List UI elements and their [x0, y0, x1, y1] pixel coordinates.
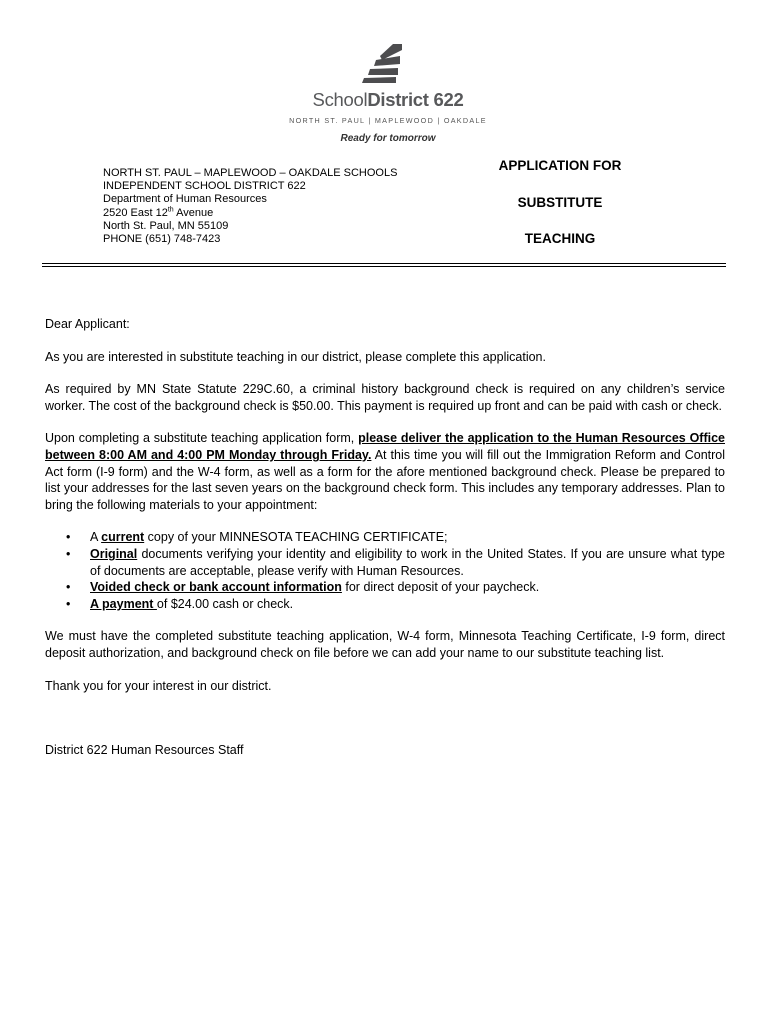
item-text: of $24.00 cash or check.: [156, 596, 294, 611]
logo-name-bold: District 622: [367, 89, 464, 110]
item-emphasis: Voided check or bank account information: [90, 580, 342, 595]
item-emphasis: current: [101, 530, 145, 545]
address-line-1: NORTH ST. PAUL – MAPLEWOOD – OAKDALE SCHOOLS: [103, 167, 398, 179]
address-line-5: North St. Paul, MN 55109: [103, 219, 229, 232]
item-emphasis: A payment: [90, 596, 157, 611]
signature-gap: [45, 710, 725, 742]
materials-list: [45, 529, 725, 612]
bullet-icon: •: [66, 530, 71, 545]
logo-name-light: School: [312, 89, 368, 110]
letter-body: [45, 316, 725, 775]
paragraph-delivery: [45, 430, 725, 513]
bullet-icon: •: [66, 596, 71, 611]
header-divider-bottom: [42, 266, 726, 267]
greeting: Dear Applicant:: [45, 317, 130, 331]
street-name: Avenue: [173, 206, 214, 219]
list-item: [45, 546, 725, 579]
list-item: [45, 596, 725, 613]
address-line-2: INDEPENDENT SCHOOL DISTRICT 622: [103, 180, 306, 193]
logo-wordmark: [300, 89, 476, 111]
item-text: A: [90, 530, 102, 545]
title-line-3: TEACHING: [524, 231, 596, 246]
bullet-icon: •: [66, 580, 71, 595]
bullet-icon: •: [66, 546, 71, 561]
street-ordinal: th: [167, 205, 174, 213]
paragraph-requirements: We must have the completed substitute teaching application, W-4 form, Minnesota Teaching Certificate, I-9 form, direct deposit authorization, and background check on file before we can add your name to our substitute teaching list.: [45, 629, 725, 660]
item-text: for direct deposit of your paycheck.: [341, 580, 540, 595]
paragraph-intro: As you are interested in substitute teaching in our district, please complete this application.: [45, 349, 546, 364]
logo-towns: NORTH ST. PAUL | MAPLEWOOD | OAKDALE: [289, 116, 487, 125]
header-divider-top: [42, 263, 726, 264]
item-text: copy of your MINNESOTA TEACHING CERTIFICATE;: [144, 530, 448, 545]
address-line-3: Department of Human Resources: [103, 193, 267, 206]
signature: District 622 Human Resources Staff: [45, 743, 244, 758]
district-logo: [289, 44, 490, 150]
item-emphasis: Original: [90, 546, 138, 561]
title-line-2: SUBSTITUTE: [517, 195, 603, 210]
item-text: documents verifying your identity and eligibility to work in the United States. If you are unsure what type of documents are acceptable, please verify with Human Resources.: [90, 546, 725, 578]
district-logo-mark-icon: [362, 44, 408, 84]
address-block: [103, 167, 397, 246]
paragraph-thanks: Thank you for your interest in our district.: [45, 678, 272, 693]
street-number: 2520 East 12: [103, 206, 168, 219]
title-line-1: APPLICATION FOR: [498, 158, 622, 173]
list-item: [45, 529, 725, 546]
paragraph-background-check: As required by MN State Statute 229C.60, a criminal history background check is required on any children’s service worker. The cost of the background check is $50.00. This payment is required up front and can be paid with cash or check.: [45, 382, 725, 413]
phone-line: PHONE (651) 748-7423: [103, 233, 221, 246]
delivery-instructions: please deliver the application to the Human Resources Office between 8:00 AM and 4:00 PM Monday through Friday.: [45, 431, 725, 462]
delivery-text-pre: Upon completing a substitute teaching application form,: [45, 431, 359, 446]
logo-tagline: Ready for tomorrow: [340, 133, 436, 144]
list-item: [45, 579, 725, 596]
delivery-text-post: At this time you will fill out the Immigration Reform and Control Act form (I-9 form) and the W-4 form, as well as a form for the afore mentioned background check. Please be prepared to list your addresses for the last seven years on the background check form. This includes any temporary addresses. Plan to bring the following materials to your appointment:: [45, 447, 726, 512]
address-line-4: [103, 207, 397, 220]
